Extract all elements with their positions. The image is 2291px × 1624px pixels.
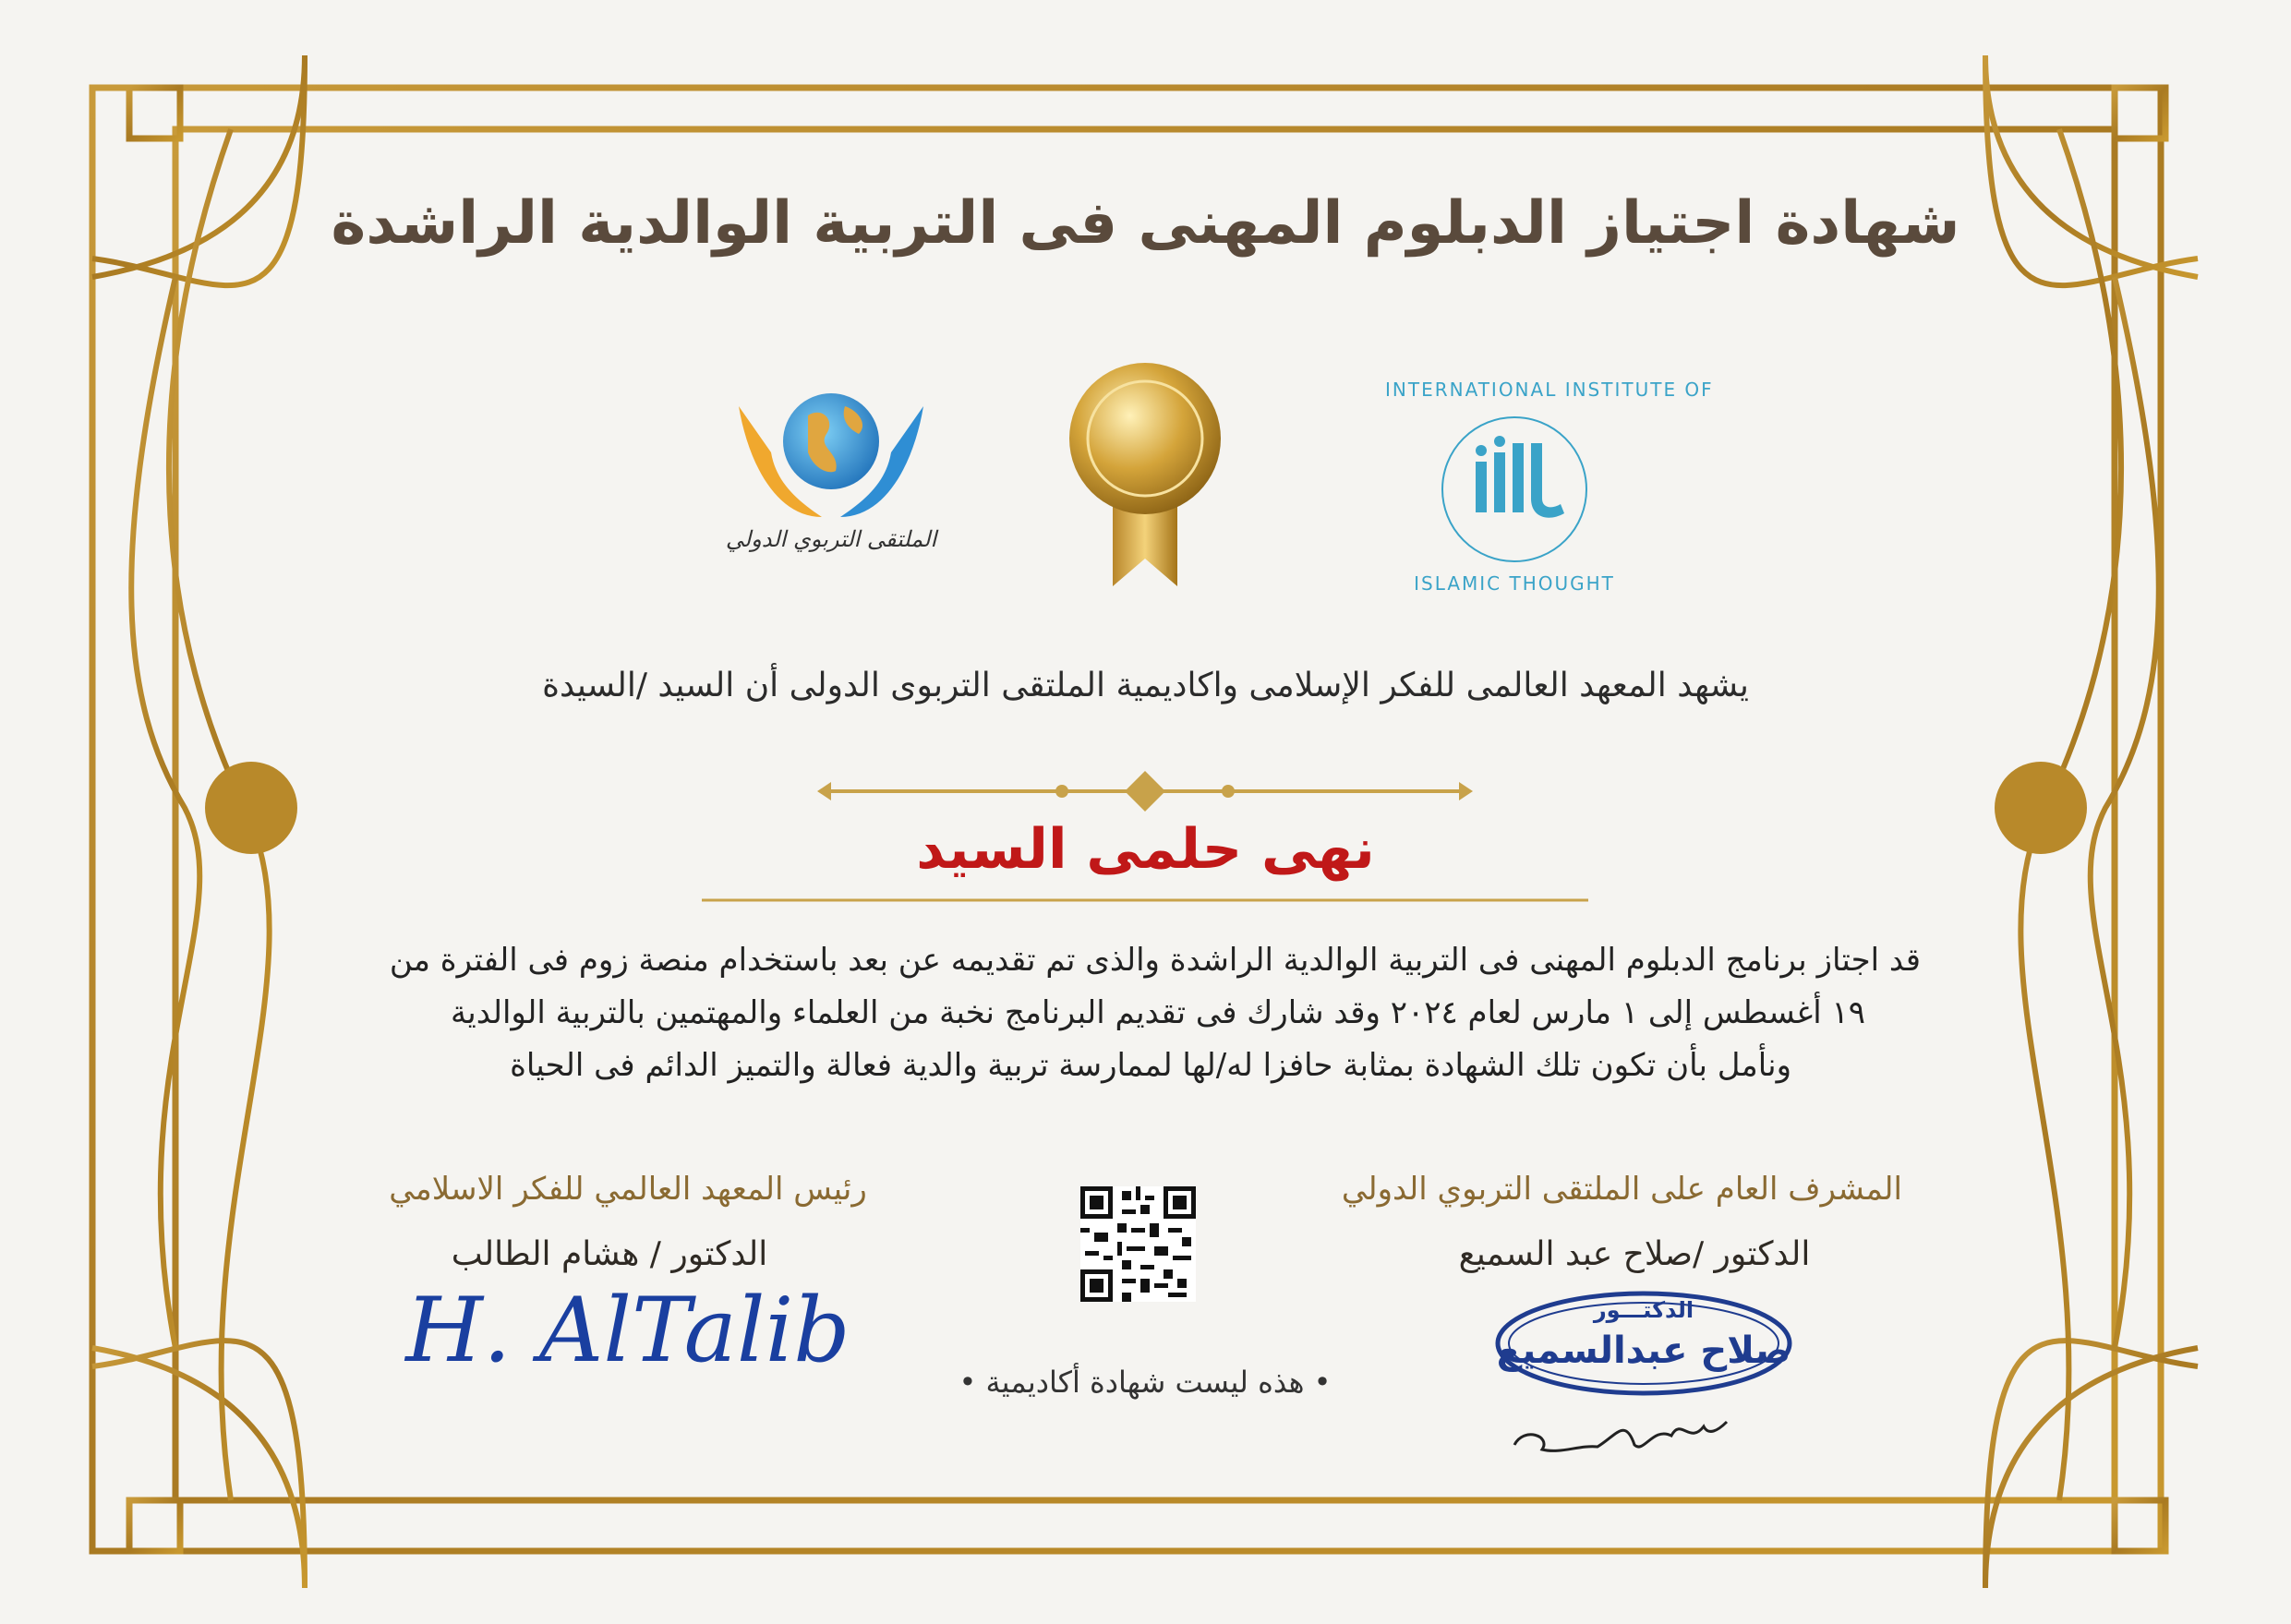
gold-medal-icon	[1062, 360, 1228, 591]
intro-text: يشهد المعهد العالمى للفكر الإسلامى واكاديمية الملتقى التربوى الدولى أن السيد /السيدة	[542, 667, 1749, 704]
body-line-2: ١٩ أغسطس إلى ١ مارس لعام ٢٠٢٤ وقد شارك فى تقديم البرنامج نخبة من العلماء والمهتمين بالتربية الوالدية	[451, 994, 1865, 1031]
disclaimer-note	[905, 1365, 1385, 1400]
certificate-title: شهادة اجتياز الدبلوم المهنى فى التربية الوالدية الراشدة	[331, 189, 1960, 258]
body-line-1: قد اجتاز برنامج الدبلوم المهنى فى التربية الوالدية الراشدة والذى تم تقديمه عن بعد باستخدام منصة زوم فى الفترة من	[389, 942, 1921, 979]
note-bullet-left: •	[1313, 1365, 1332, 1400]
left-signature: H. AlTalib	[405, 1279, 850, 1382]
note-bullet-right: •	[959, 1365, 977, 1400]
iiit-ring-top: INTERNATIONAL INSTITUTE OF	[1385, 379, 1714, 401]
left-signatory-name: الدكتور / هشام الطالب	[451, 1235, 768, 1273]
recipient-name: نهى حلمى السيد	[916, 817, 1375, 882]
iiit-mark	[1477, 462, 1551, 463]
note-text: هذه ليست شهادة أكاديمية	[985, 1365, 1305, 1400]
right-signatory-name: الدكتور /صلاح عبد السميع	[1458, 1235, 1811, 1273]
stamp-title: الدكتـــور	[1593, 1297, 1694, 1323]
body-line-3: ونأمل بأن تكون تلك الشهادة بمثابة حافزا له/لها لممارسة تربية والدية فعالة والتميز الدائم فى الحياة	[510, 1047, 1791, 1084]
stamp-name: صلاح عبدالسميع	[1496, 1329, 1791, 1372]
left-logo-text: الملتقى التربوي الدولي	[725, 526, 937, 552]
right-signatory-role: المشرف العام على الملتقى التربوي الدولي	[1341, 1171, 1902, 1208]
left-signatory-role: رئيس المعهد العالمي للفكر الاسلامي	[389, 1171, 867, 1208]
right-signature-scribble	[1505, 1399, 1745, 1473]
divider-ornament	[817, 771, 1473, 812]
iiit-ring-bottom: ISLAMIC THOUGHT	[1414, 572, 1615, 595]
qr-code-icon	[1080, 1186, 1196, 1302]
